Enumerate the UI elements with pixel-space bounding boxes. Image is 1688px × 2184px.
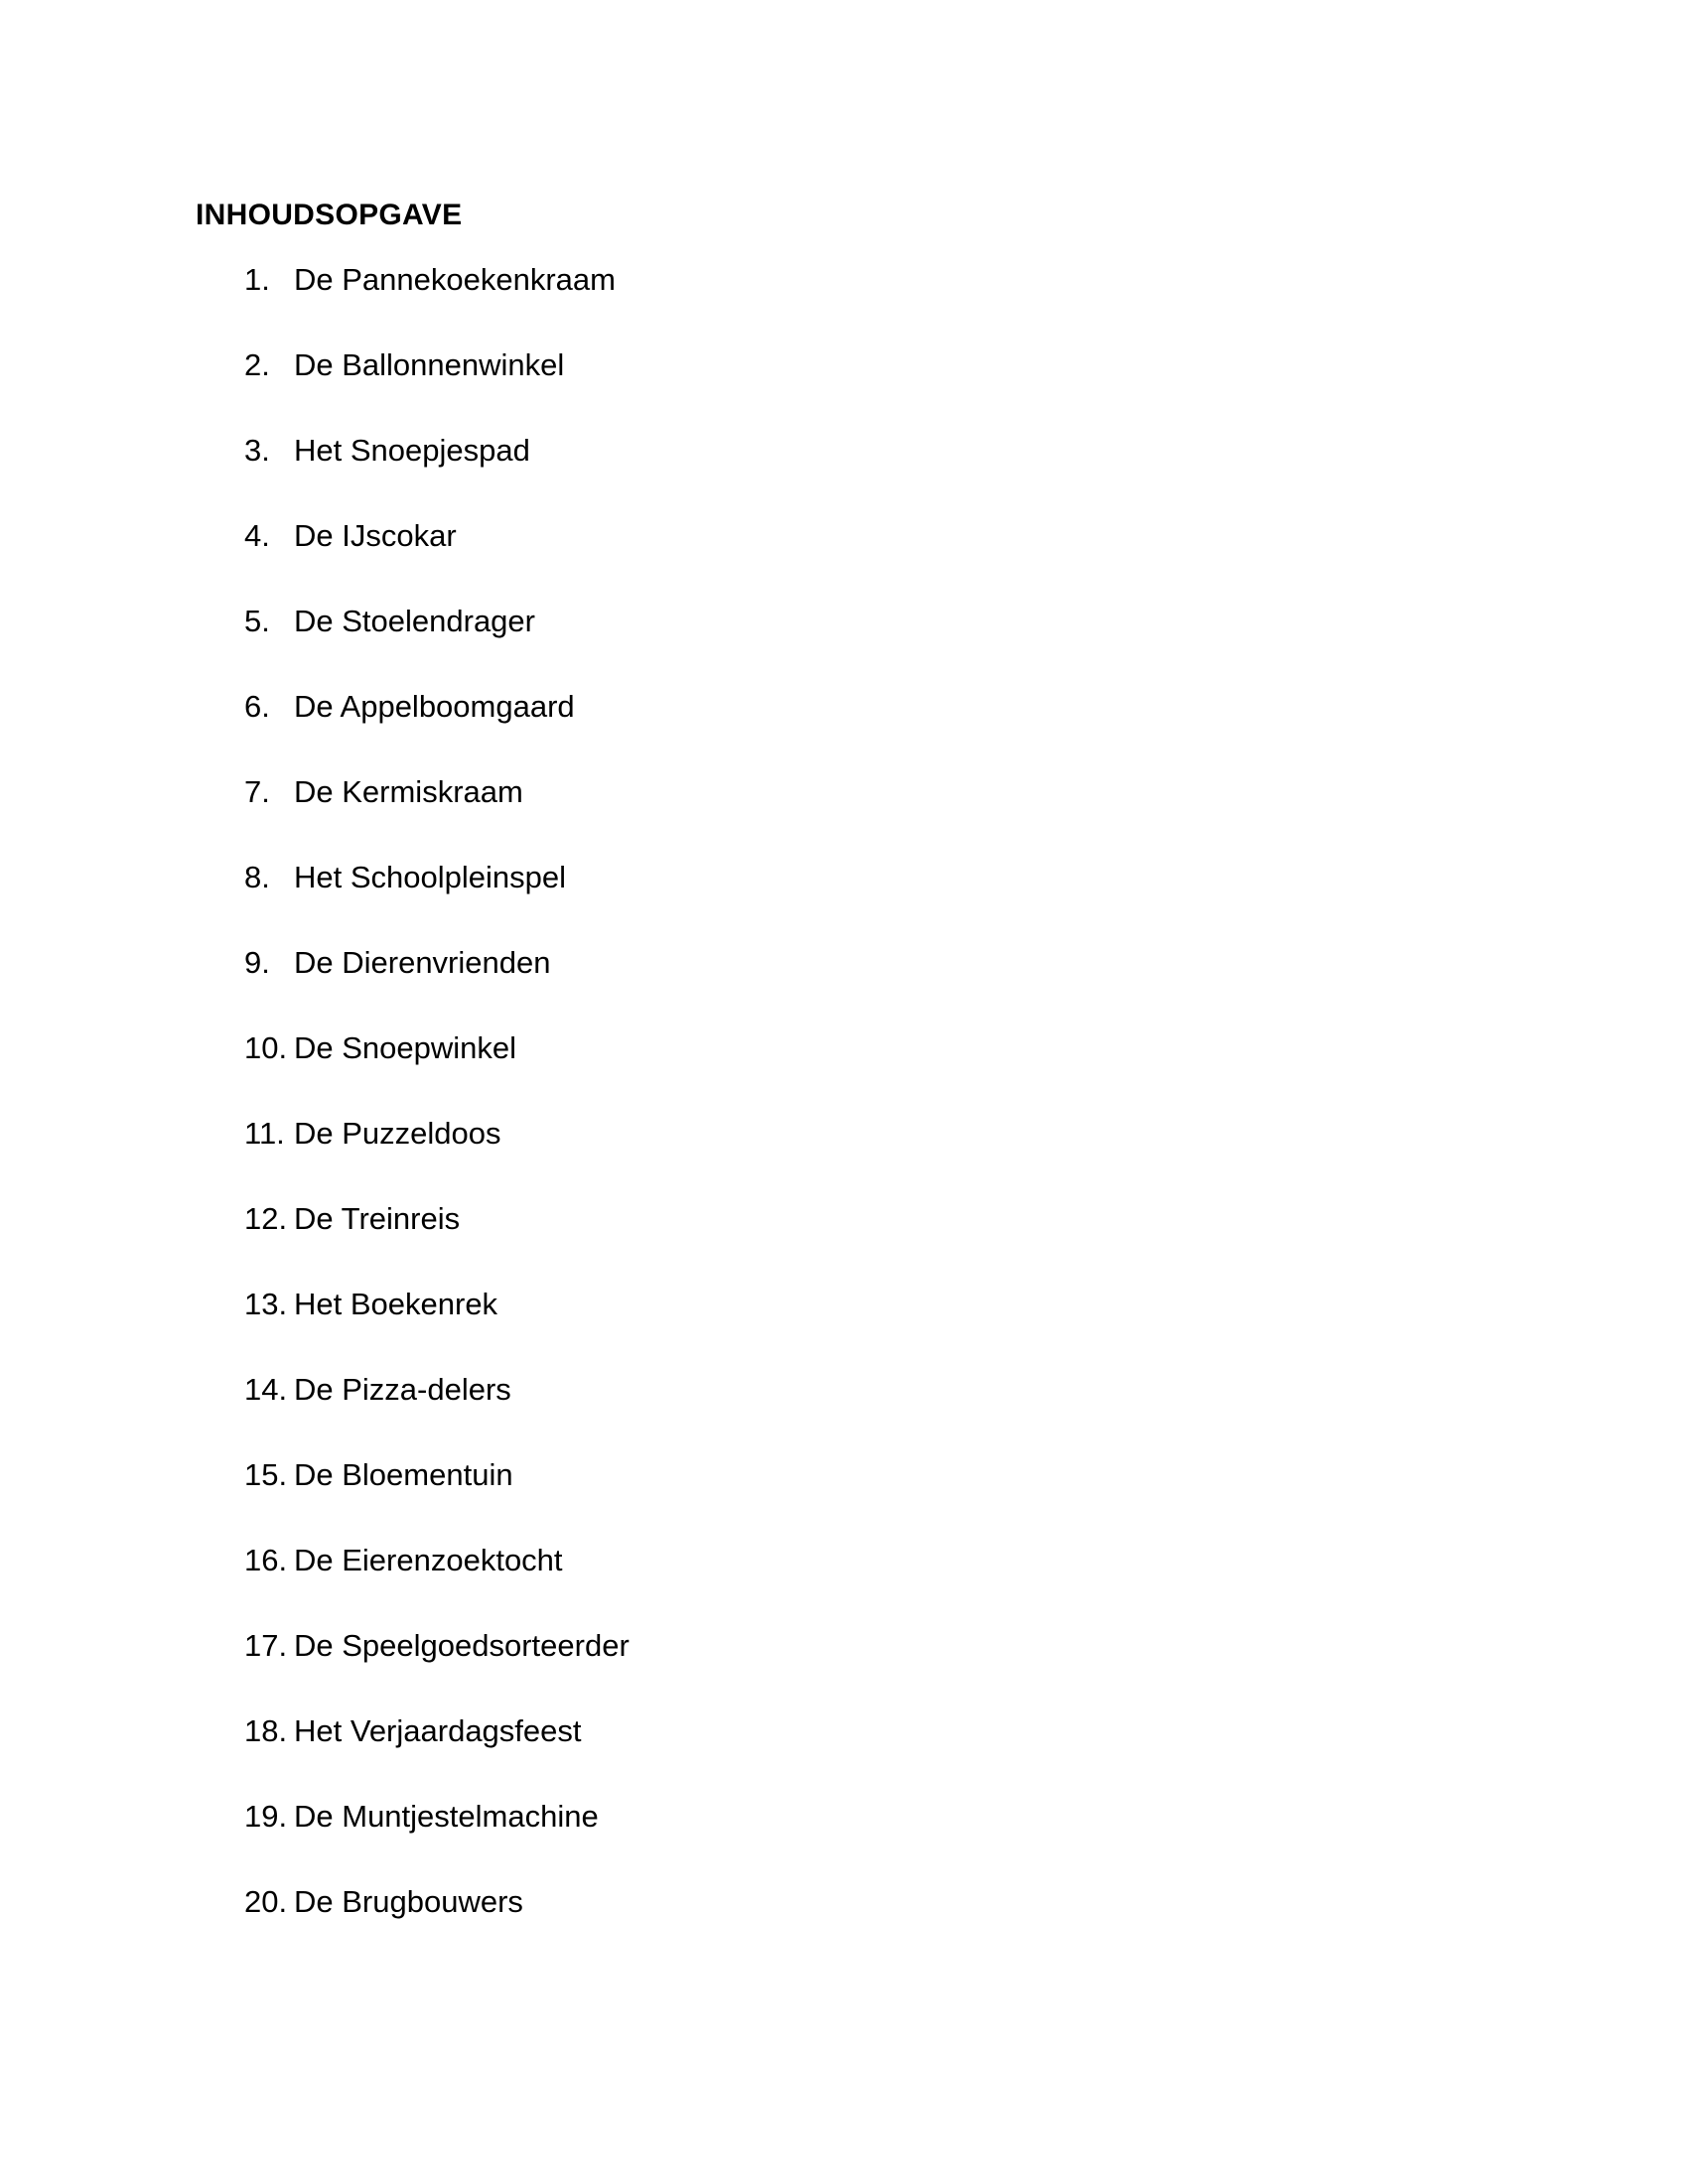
toc-item <box>244 1882 1436 1968</box>
toc-item <box>244 772 1436 858</box>
toc-heading: INHOUDSOPGAVE <box>196 199 463 231</box>
toc-item <box>244 1455 1436 1541</box>
toc-item-number: 3. <box>244 433 270 468</box>
toc-item-title: Het Snoepjespad <box>294 433 530 468</box>
toc-item-number: 18. <box>244 1713 288 1748</box>
toc-item-number: 8. <box>244 860 270 894</box>
toc-item <box>244 260 1436 345</box>
toc-item <box>244 431 1436 516</box>
toc-item <box>244 1711 1436 1797</box>
toc-item-title: De Pizza-delers <box>294 1372 511 1407</box>
toc-item <box>244 1797 1436 1882</box>
toc-item-number: 15. <box>244 1457 288 1492</box>
toc-item <box>244 1114 1436 1199</box>
toc-item-title: De Treinreis <box>294 1201 461 1236</box>
toc-item <box>244 516 1436 602</box>
toc-item-title: De Bloementuin <box>294 1457 513 1492</box>
toc-item-number: 10. <box>244 1030 288 1065</box>
toc-item-number: 1. <box>244 262 270 297</box>
toc-item-number: 9. <box>244 945 270 980</box>
toc-item-title: De Pannekoekenkraam <box>294 262 616 297</box>
toc-item <box>244 943 1436 1028</box>
toc-item <box>244 687 1436 772</box>
toc-item <box>244 1028 1436 1114</box>
toc-item-title: De Muntjestelmachine <box>294 1799 599 1834</box>
toc-item <box>244 1199 1436 1285</box>
toc-item-number: 20. <box>244 1884 288 1919</box>
toc-item-number: 16. <box>244 1543 288 1577</box>
toc-item-title: Het Boekenrek <box>294 1287 498 1321</box>
toc-list <box>244 260 1436 1968</box>
toc-item-number: 6. <box>244 689 270 724</box>
toc-item-title: De Kermiskraam <box>294 774 523 809</box>
toc-item-number: 7. <box>244 774 270 809</box>
toc-item <box>244 345 1436 431</box>
toc-item-title: De Puzzeldoos <box>294 1116 501 1151</box>
toc-item-number: 13. <box>244 1287 288 1321</box>
toc-item-title: Het Verjaardagsfeest <box>294 1713 582 1748</box>
toc-item <box>244 858 1436 943</box>
toc-item-title: De Stoelendrager <box>294 604 535 638</box>
toc-item-title: De Snoepwinkel <box>294 1030 517 1065</box>
toc-item-number: 14. <box>244 1372 288 1407</box>
toc-item-title: De Brugbouwers <box>294 1884 523 1919</box>
toc-item-title: De IJscokar <box>294 518 457 553</box>
toc-item <box>244 1626 1436 1711</box>
toc-item <box>244 602 1436 687</box>
toc-item-title: De Eierenzoektocht <box>294 1543 563 1577</box>
toc-item <box>244 1541 1436 1626</box>
toc-item-title: De Speelgoedsorteerder <box>294 1628 630 1663</box>
toc-item-number: 12. <box>244 1201 288 1236</box>
toc-item-title: De Ballonnenwinkel <box>294 347 565 382</box>
toc-item-number: 11. <box>244 1116 285 1151</box>
toc-item-number: 2. <box>244 347 270 382</box>
toc-item-number: 19. <box>244 1799 288 1834</box>
toc-item <box>244 1370 1436 1455</box>
toc-item-number: 5. <box>244 604 270 638</box>
toc-item-title: De Dierenvrienden <box>294 945 551 980</box>
toc-item <box>244 1285 1436 1370</box>
toc-item-title: De Appelboomgaard <box>294 689 575 724</box>
toc-item-number: 17. <box>244 1628 288 1663</box>
toc-item-number: 4. <box>244 518 270 553</box>
toc-item-title: Het Schoolpleinspel <box>294 860 567 894</box>
